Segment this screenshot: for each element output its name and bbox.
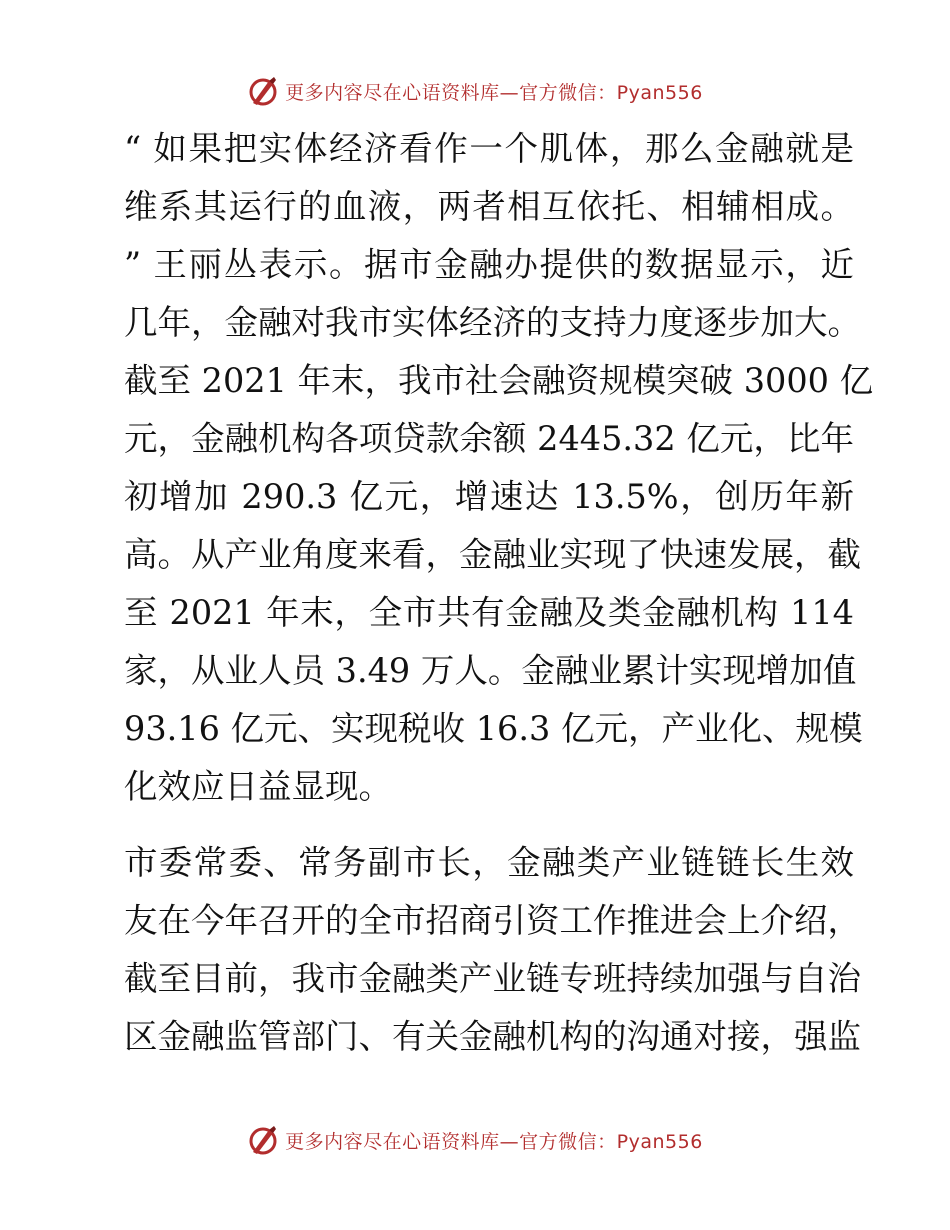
text-line: 截至 2021 年末，我市社会融资规模突破 3000 亿	[124, 361, 874, 400]
text-line: 区金融监管部门、有关金融机构的沟通对接，强监	[124, 1017, 861, 1056]
watermark-text: 更多内容尽在心语资料库—官方微信：Pyan556	[285, 81, 703, 104]
paragraph-1	[124, 120, 874, 816]
text-line: 化效应日益显现。	[124, 767, 392, 806]
text-line: 93.16 亿元、实现税收 16.3 亿元，产业化、规模	[124, 709, 863, 748]
text-line: 元，金融机构各项贷款余额 2445.32 亿元，比年	[124, 419, 854, 458]
text-line: “ 如果把实体经济看作一个肌体，那么金融就是	[124, 129, 854, 168]
watermark-text: 更多内容尽在心语资料库—官方微信：Pyan556	[285, 1130, 703, 1153]
text-line: ” 王丽丛表示。据市金融办提供的数据显示，近	[124, 245, 854, 284]
document-body	[124, 120, 874, 1066]
paragraph-2	[124, 834, 861, 1066]
text-line: 友在今年召开的全市招商引资工作推进会上介绍，	[124, 901, 861, 940]
text-line: 截至目前，我市金融类产业链专班持续加强与自治	[124, 959, 861, 998]
text-line: 至 2021 年末，全市共有金融及类金融机构 114	[124, 593, 854, 632]
header-watermark-banner	[0, 71, 950, 111]
quill-pen-logo-icon	[247, 75, 279, 107]
text-line: 家，从业人员 3.49 万人。金融业累计实现增加值	[124, 651, 857, 690]
quill-pen-logo-icon	[247, 1124, 279, 1156]
text-line: 市委常委、常务副市长，金融类产业链链长生效	[124, 843, 854, 882]
text-line: 几年，金融对我市实体经济的支持力度逐步加大。	[124, 303, 861, 342]
text-line: 初增加 290.3 亿元，增速达 13.5%，创历年新	[124, 477, 854, 516]
text-line: 高。从产业角度来看，金融业实现了快速发展，截	[124, 535, 861, 574]
text-line: 维系其运行的血液，两者相互依托、相辅相成。	[124, 187, 854, 226]
footer-watermark-banner	[0, 1120, 950, 1160]
